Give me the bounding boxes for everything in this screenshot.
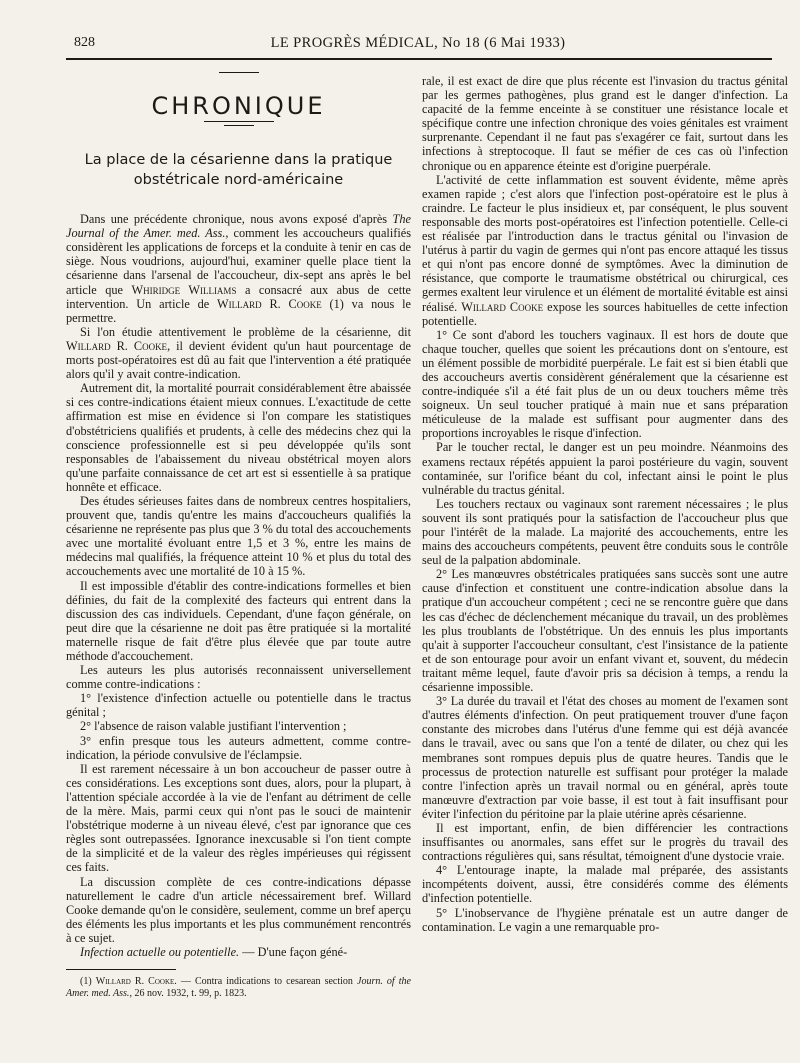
list-item: 3° enfin presque tous les auteurs admettent, comme contre-indication, la période convulsive de l'éclampsie. (66, 733, 411, 762)
divider (224, 125, 254, 126)
page-number: 828 (74, 35, 95, 50)
paragraph: Autrement dit, la mortalité pourrait considérablement être abaissée si ces contre-indications étaient mieux connues. L'exactitude de cette affirmation est mise en évidence si l'on compare les statistiques d'obstétriciens qualifiés et prudents, à celle des médecins chez qui la conscience professionnelle est si peu développée qu'ils sont responsables de l'abaissement du niveau obstétrical moyen alors qu'une parfaite connaissance de cet art est si essentielle à sa pratique honnête et efficace. (66, 381, 411, 494)
paragraph: rale, il est exact de dire que plus récente est l'invasion du tractus génital par les germes pathogènes, plus grand est le danger d'infection. La capacité de la femme enceinte à se constituer une résistance locale et spécifique contre une infection chronique des voies génitales est vraiment surprenante. Cependant il ne faut pas s'exagérer ce fait, surtout dans les infections à streptocoque. Il faut se méfier de ces cas où l'infection chronique ou en apparence éteinte est d'origine puerpérale. (422, 74, 788, 173)
header-rule (66, 58, 772, 60)
right-column (422, 74, 788, 934)
divider (204, 121, 274, 122)
paragraph: 1° Ce sont d'abord les touchers vaginaux. Il est hors de doute que chaque toucher, quelles que soient les précautions dont on s'entoure, est un élément possible de morbidité puerpérale. Le fait est si bien établi que des accoucheurs avertis considèrent généralement que la césarienne est contre-indiquée s'il a été fait plus de un ou deux touchers même très soigneux. Un seul toucher pratiqué à main nue et sans préparation méticuleuse de la malade est suffisant pour augmenter dans des proportions incroyables le risque d'infection. (422, 327, 788, 441)
paragraph: Par le toucher rectal, le danger est un peu moindre. Néanmoins des examens rectaux répétés appuient la paroi postérieure du vagin, souvent contaminée, sur l'orifice béant du col, infectant ainsi le point le plus vulnérable du tractus génital. (422, 440, 788, 497)
paragraph: Infection actuelle ou potentielle. — D'une façon géné- (80, 944, 348, 959)
paragraph: Des études sérieuses faites dans de nombreux centres hospitaliers, prouvent que, tandis qu'entre les mains d'accoucheurs qualifiés la césarienne ne représente pas plus que 3 % du total des accouchements avec une mortalité évoluant entre 1,5 et 3 %, entre les mains de médecins mal qualifiés, la fréquence atteint 10 % et plus du total des accouchements avec une mortalité de 10 à 15 %. (66, 493, 411, 579)
paragraph: 5° L'inobservance de l'hygiène prénatale est un autre danger de contamination. Le vagin a une remarquable pro- (422, 905, 788, 934)
list-item: 1° l'existence d'infection actuelle ou potentielle dans le tractus génital ; (66, 691, 411, 720)
paragraph: Il est important, enfin, de bien différencier les contractions insuffisantes ou anormales, sans effet sur le progrès du travail des contractions régulières qui, sans résultat, témoignent d'une dystocie vraie. (422, 820, 788, 864)
paragraph: La discussion complète de ces contre-indications dépasse naturellement le cadre d'un article nécessairement bref. Willard Cooke demande qu'on le considère, seulement, comme un bref aperçu des éléments les plus importants et les plus communément rencontrés à ce sujet. (66, 874, 411, 945)
article-title: La place de la césarienne dans la pratique obstétricale nord-américaine (84, 152, 393, 189)
divider (219, 72, 259, 73)
paragraph: Les auteurs les plus autorisés reconnaissent universellement comme contre-indications : (66, 663, 411, 692)
paragraph: Les touchers rectaux ou vaginaux sont rarement nécessaires ; le plus souvent ils sont pratiqués pour la satisfaction de l'accoucheur plus que pour l'intérêt de la malade. La majorité des accouchements, entre les mains des accoucheurs compétents, peuvent être conduits sous le contrôle seul de la palpation abdominale. (422, 496, 788, 568)
footnote-rule (66, 969, 176, 970)
paragraph: Dans une précédente chronique, nous avons exposé d'après The Journal of the Amer. med. Ass., comment les accoucheurs qualifiés considèrent les applications de forceps et la conduite à tenir en cas de siège. Nous voudrions, aujourd'hui, examiner quelle place tient la césarienne dans l'arsenal de l'accoucheur, dix-sept ans après le bel article que Whiridge Williams a consacré aux abus de cette intervention. Un article de Willard R. Cooke (1) va nous le permettre. (66, 212, 411, 325)
left-column (66, 66, 411, 1000)
journal-title: LE PROGRÈS MÉDICAL, No 18 (6 Mai 1933) (270, 35, 566, 51)
paragraph: 4° L'entourage inapte, la malade mal préparée, des assistants incompétents doivent, aussi, être considérés comme des éléments d'infection potentielle. (422, 863, 788, 906)
paragraph: 3° La durée du travail et l'état des choses au moment de l'examen sont d'autres éléments d'infection. On peut pratiquement trouver d'une façon constante des microbes dans l'utérus d'une femme qui est déjà avancée dans le travail, avec ou sans que l'on a tenté de dilater, ou chez qui les membranes sont rompues depuis plus de quatre heures. Tandis que le processus de protection naturelle est suffisant pour protéger la malade contre l'infection après un travail normal ou en général, après toute manœuvre d'extraction par voie basse, il est tout à fait insuffisant pour éviter l'infection du péritoine par la plaie utérine après césarienne. (422, 694, 788, 821)
footnote: (1) Willard R. Cooke. — Contra indications to cesarean section Journ. of the Amer. med. Ass., 26 nov. 1932, t. 99, p. 1823. (66, 976, 411, 1000)
paragraph: Il est impossible d'établir des contre-indications formelles et bien définies, du fait de la complexité des facteurs qui entrent dans la discussion des cas individuels. Cependant, d'une façon générale, on peut dire que la césarienne ne doit pas être pratiquée si la mortalité maternelle risque de fait d'être plus élevée que par toute autre méthode d'accouchement. (66, 578, 411, 663)
paragraph: L'activité de cette inflammation est souvent évidente, même après examen rapide ; c'est alors que l'infection post-opératoire est le plus à craindre. Le facteur le plus insidieux et, par conséquent, le plus souvent responsable des morts post-opératoires est l'infection potentielle. Celle-ci est réalisée par l'introduction dans le tractus génital ou l'invasion de l'utérus à partir du vagin de germes qui n'ont pas encore attaqué les tissus et qui n'ont pas encore donné de symptômes. Avec la diminution de résistance, que comporte le traumatisme obstétrical ou chirurgical, ces germes exaltent leur virulence et un élément de mortalité évitable est ainsi réalisé. Willard Cooke expose les sources habituelles de cette infection potentielle. (422, 172, 788, 328)
paragraph: Il est rarement nécessaire à un bon accoucheur de passer outre à ces considérations. Les exceptions sont dues, alors, pour la plupart, à l'attention spéciale accordée à la vie de l'enfant au détriment de celle de la mère. Mais, parmi ceux qui n'ont pas le souci de maintenir l'obstétrique moderne à un niveau élevé, c'est par ignorance que ces règles sont outrepassées. Ignorance inexcusable si l'on tient compte de la simplicité et de la valeur des règles impérieuses qui régissent ces faits. (66, 761, 411, 875)
list-item: 2° l'absence de raison valable justifiant l'intervention ; (80, 719, 347, 734)
paragraph: 2° Les manœuvres obstétricales pratiquées sans succès sont une autre cause d'infection et constituent une contre-indication absolue dans la pratique d'un accoucheur compétent ; ceci ne se rencontre guère que dans les cas d'échec de déclenchement mécanique du travail, un des problèmes les plus troublants de l'obstétrique. Un des ennuis les plus importants qu'ait à supporter l'accoucheur consultant, c'est l'insistance de la patiente et de son entourage pour avoir un enfant vivant et, souvent, du médecin traitant même lequel, faute d'avoir pris sa décision à temps, a rendu la césarienne impossible. (422, 567, 788, 695)
paragraph: Si l'on étudie attentivement le problème de la césarienne, dit Willard R. Cooke, il devient évident qu'un haut pourcentage de morts post-opératoires est dû au fait que l'intervention a été pratiquée alors qu'il y avait contre-indication. (66, 324, 411, 382)
running-head (66, 35, 770, 55)
section-title: CHRONIQUE (151, 92, 326, 120)
